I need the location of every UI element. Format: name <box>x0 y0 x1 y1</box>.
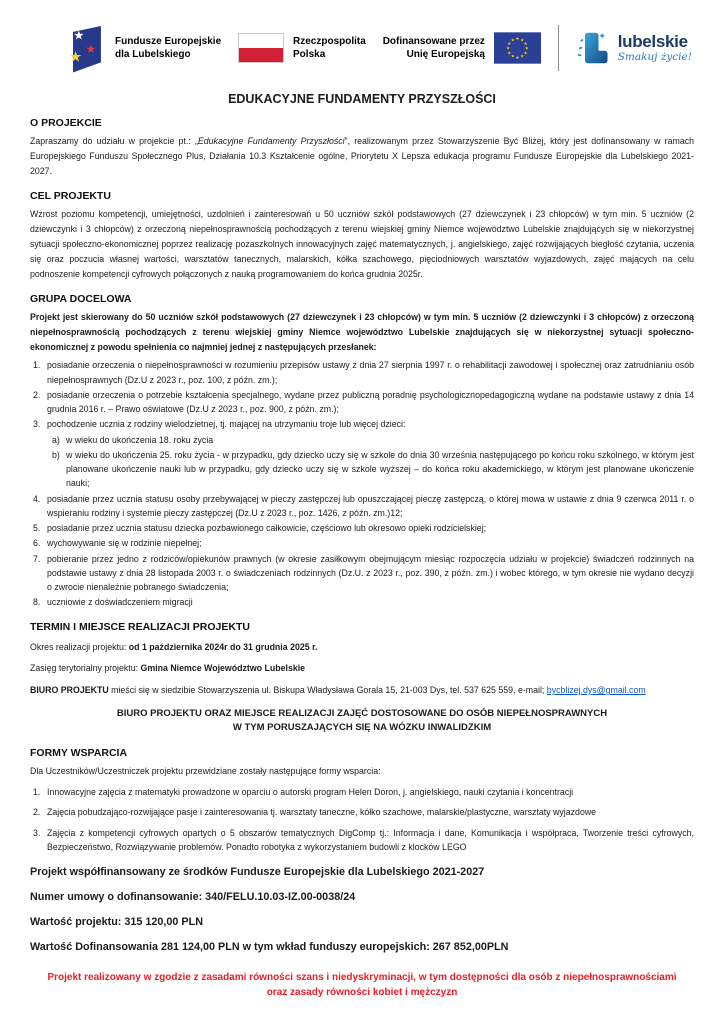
svg-text:★: ★ <box>85 42 97 57</box>
support-list <box>30 785 694 854</box>
list-item-text: pochodzenie ucznia z rodziny wielodzietnej, tj. mającej na utrzymaniu troje lub więcej dzieci: <box>47 419 406 430</box>
list-item-number: 8. <box>33 597 41 608</box>
svg-text:★: ★ <box>510 37 515 43</box>
list-item-number: 7. <box>33 553 41 564</box>
term-period-value: od 1 października 2024r do 31 grudnia 2025 r. <box>128 641 318 652</box>
fe-logo-label <box>115 35 221 61</box>
goal-paragraph: Wzrost poziomu kompetencji, umiejętności, uzdolnień i zainteresowań u 50 uczniów szkół podstawowych (27 dziewczynek i 23 chłopców) w tym min. 5 uczniów (2 dziewczynki i 3 chłopców) z orzeczoną niepełnosprawnością pochodzących z terenu wiejskiej gminy Niemce województwo Lubelskie znajdujących się w niekorzystnej sytuacji społeczno-ekonomicznej poprzez realizację pozaszkolnych innowacyjnych zajęć matematycznych, j. angielskiego, zajęć rozwijających biegłość czytania, uczenia się oraz poczucia własnej wartości, warsztatów tanecznych, malarskich, kółka szachowego, pięciodniowych warsztatów wyjazdowych, zajęć mających na celu podnoszenie kompetencji cyfrowych połączonych z nauką programowaniem do końca grudnia 2025r. <box>30 208 694 279</box>
poland-logo-line1: Rzeczpospolita <box>293 36 366 47</box>
poland-flag-icon <box>238 33 284 63</box>
svg-text:✦: ✦ <box>598 31 606 41</box>
list-item-text: pobieranie przez jedno z rodziców/opiekunów prawnych (w okresie zasiłkowym obejmującym miesiąc rozpoczęcia udziału w projekcie) świadczeń rodzinnych na podstawie ustawy z dnia 28 listopada 2003 r. o świadczeniach rodzinnych (Dz.U. z 2023 r., poz. 390, z późn. zm.) i wobec którego, w tym okresie nie wydano decyzji o zwrocie nienależnie pobranego świadczenia; <box>47 553 694 593</box>
term-period-line <box>30 641 694 655</box>
accessibility-line2: W TYM PORUSZAJĄCYCH SIĘ NA WÓZKU INWALIDZKIM <box>232 722 492 734</box>
list-item <box>30 826 694 855</box>
list-item-text: posiadanie przez ucznia statusu osoby przebywającej w pieczy zastępczej lub opuszczającej pieczę zastępczą, o której mowa w ustawie z dnia 9 czerwca 2011 r. o wspieraniu rodziny i systemie pieczy zastępczej (Dz.U z 2023 r., poz. 1426, z późn. zm.)12; <box>47 493 694 518</box>
fe-flag-icon <box>62 23 106 73</box>
list-item-text: Zajęcia pobudzająco-rozwijające pasje i zainteresowania tj. warsztaty taneczne, kółko szachowe, malarskie/plastyczne, warsztaty wyjazdowe <box>47 807 597 818</box>
email-link[interactable]: bycblizej.dys@gmail.com <box>546 684 646 695</box>
poland-logo <box>238 33 366 63</box>
list-item-text: uczniowie z doświadczeniem migracji <box>47 597 193 608</box>
list-item-number: 1. <box>33 787 41 797</box>
list-item <box>30 492 694 521</box>
eu-logo-line1: Dofinansowane przez <box>382 36 485 47</box>
page-title: EDUKACYJNE FUNDAMENTY PRZYSZŁOŚCI <box>228 92 496 106</box>
accessibility-note <box>30 707 694 736</box>
eu-logo <box>383 32 541 64</box>
poland-logo-label <box>293 35 366 61</box>
office-label: BIURO PROJEKTU <box>30 684 109 695</box>
list-item <box>30 536 694 550</box>
list-item <box>30 521 694 535</box>
list-item-text: posiadanie przez ucznia statusu dziecka pozbawionego całkowicie, częściowo lub okresowo opieki rodzicielskiej; <box>47 523 487 534</box>
section-heading-about: O PROJEKCIE <box>30 117 102 129</box>
list-subitem <box>49 448 694 491</box>
svg-text:★: ★ <box>73 28 85 43</box>
lubelskie-tagline: Smakuj życie! <box>617 51 692 64</box>
svg-text:★: ★ <box>523 40 528 46</box>
equality-note: Projekt realizowany w zgodzie z zasadami równości szans i niedyskryminacji, w tym dostępności dla osób z niepełnosprawnościami oraz zasady równości kobiet i mężczyzn <box>47 972 677 999</box>
svg-text:★: ★ <box>524 45 529 51</box>
list-item-text: w wieku do ukończenia 25. roku życia - w przypadku, gdy dziecko uczy się w szkole do dnia 30 września następującego po końcu roku szkolnego, w którym jest planowane ukończenie nauki lub w przypadku, gdy dziecko uczy się w szkole wyższej – do końca roku akademickiego, w którym jest planowane ukończenie nauki; <box>66 449 694 489</box>
target-group-intro: Projekt jest skierowany do 50 uczniów szkół podstawowych (27 dziewczynek i 23 chłopców) w tym min. 5 uczniów (2 dziewczynki i 3 chłopców) z orzeczoną niepełnosprawnością pochodzących z terenu wiejskiej gminy Niemce województwo Lubelskie znajdujących się w niekorzystnej sytuacji społeczno-ekonomicznej z powodu spełnienia co najmniej jednej z następujących przesłanek: <box>30 311 694 352</box>
section-heading-target-group: GRUPA DOCELOWA <box>30 292 132 305</box>
header-divider <box>558 25 559 71</box>
list-item-letter: a) <box>52 434 60 445</box>
list-item-text: posiadanie orzeczenia o potrzebie kształcenia specjalnego, wydane przez publiczną poradnię psychologicznopedagogiczną wydane na podstawie ustawy z dnia 14 grudnia 2016 r. – Prawo oświatowe (Dz.U z 2023 r., poz. 900, z późn. zm.); <box>47 389 694 415</box>
office-line <box>30 684 694 698</box>
funding-cofinanced-line: Projekt współfinansowany ze środków Fundusze Europejskie dla Lubelskiego 2021-2027 <box>30 866 485 878</box>
list-subitem <box>49 433 694 447</box>
list-item-number: 6. <box>33 538 41 549</box>
list-item-text: Zajęcia z kompetencji cyfrowych opartych o 5 obszarów tematycznych DigComp tj.: Informacja i dane, Komunikacja i współpraca, Tworzenie treści cyfrowych, Bezpieczeństwo, Rozwiązywanie problemów. Ponadto robotyka z wykorzystaniem budowli z klocków LEGO <box>47 827 694 852</box>
poland-logo-line2: Polska <box>293 49 326 60</box>
svg-text:★: ★ <box>515 54 520 60</box>
eu-logo-label <box>383 35 485 61</box>
list-item-number: 3. <box>33 827 41 838</box>
fe-logo <box>62 23 221 73</box>
eu-flag-icon <box>494 32 541 64</box>
svg-text:★: ★ <box>505 45 511 51</box>
svg-text:★: ★ <box>515 36 520 42</box>
list-item <box>30 417 694 431</box>
funding-value-line: Wartość projektu: 315 120,00 PLN <box>30 916 204 929</box>
term-scope-value: Gmina Niemce Województwo Lubelskie <box>140 663 306 674</box>
list-item-number: 4. <box>33 493 41 504</box>
list-item-number: 1. <box>33 360 41 371</box>
list-item <box>30 552 694 595</box>
list-item-text: posiadanie orzeczenia o niepełnosprawności w rozumieniu przepisów ustawy z dnia 27 sierpnia 1997 r. o rehabilitacji zawodowej i społecznej oraz zatrudnianiu osób niepełnosprawnych (Dz.U z 2023 r., poz. 100, z późn. zm.); <box>47 360 694 385</box>
about-text-pre: Zapraszamy do udziału w projekcie pt.: „ <box>30 136 198 146</box>
accessibility-line1: BIURO PROJEKTU ORAZ MIEJSCE REALIZACJI ZAJĘĆ DOSTOSOWANE DO OSÓB NIEPEŁNOSPRAWNYCH <box>116 707 608 719</box>
term-scope-label: Zasięg terytorialny projektu: <box>30 663 141 674</box>
svg-text:★: ★ <box>69 49 82 66</box>
list-item <box>30 805 694 819</box>
section-heading-term: TERMIN I MIEJSCE REALIZACJI PROJEKTU <box>30 620 250 633</box>
list-item <box>30 358 694 387</box>
list-item-text: w wieku do ukończenia 18. roku życia <box>66 434 214 445</box>
list-item <box>30 595 694 609</box>
support-intro: Dla Uczestników/Uczestniczek projektu przewidziane zostały następujące formy wsparcia: <box>30 766 381 777</box>
list-item-number: 2. <box>33 389 41 400</box>
lubelskie-wordmark: lubelskie <box>617 32 688 52</box>
list-item <box>30 785 694 799</box>
svg-text:★: ★ <box>520 37 525 43</box>
svg-text:★: ★ <box>507 50 512 56</box>
term-scope-line <box>30 662 694 676</box>
funding-contribution-line: Wartość Dofinansowania 281 124,00 PLN w tym wkład funduszy europejskich: 267 852,00PLN <box>30 941 509 954</box>
list-item-letter: b) <box>52 449 60 460</box>
about-paragraph <box>30 134 694 179</box>
eu-logo-line2: Unię Europejską <box>406 49 485 60</box>
svg-text:★: ★ <box>520 53 525 59</box>
list-item-number: 2. <box>33 807 41 818</box>
lubelskie-logo <box>576 27 692 69</box>
office-text: mieści się w siedzibie Stowarzyszenia ul. Biskupa Władysława Gorala 15, 21-003 Dys, tel. 537 625 559, e-mail; <box>108 684 547 695</box>
list-item-text: wychowywanie się w rodzinie niepełnej; <box>47 538 202 549</box>
criteria-list <box>30 358 694 609</box>
section-heading-goal: CEL PROJEKTU <box>30 189 111 202</box>
svg-text:★: ★ <box>507 40 512 46</box>
svg-text:★: ★ <box>523 50 528 56</box>
list-item-number: 5. <box>33 523 41 534</box>
lubelskie-logo-label <box>618 33 692 63</box>
list-item-number: 3. <box>33 419 41 430</box>
about-project-title: Edukacyjne Fundamenty Przyszłości <box>197 136 345 146</box>
lubelskie-l-icon <box>576 27 612 69</box>
fe-logo-line1: Fundusze Europejskie <box>115 36 222 47</box>
header-logos <box>30 20 694 76</box>
section-heading-support: FORMY WSPARCIA <box>30 747 128 760</box>
svg-text:★: ★ <box>510 53 515 59</box>
term-period-label: Okres realizacji projektu: <box>30 641 129 652</box>
list-item-text: Innowacyjne zajęcia z matematyki prowadzone w oparciu o autorski program Helen Doron, j. angielskiego, nauki czytania i koncentracji <box>47 787 574 797</box>
about-text-post: ”, realizowanym przez Stowarzyszenie Być Bliżej, który jest dofinansowany w ramach Europejskiego Funduszu Społecznego Plus, Działania 10.3 Kształcenie ogólne, Priorytetu X Lepsza edukacja programu Fundusze Europejskie dla Lubelskiego 2021-2027. <box>30 136 695 176</box>
funding-agreement-line: Numer umowy o dofinansowanie: 340/FELU.10.03-IZ.00-0038/24 <box>30 891 356 904</box>
list-item <box>30 388 694 417</box>
fe-logo-line2: dla Lubelskiego <box>115 49 191 60</box>
